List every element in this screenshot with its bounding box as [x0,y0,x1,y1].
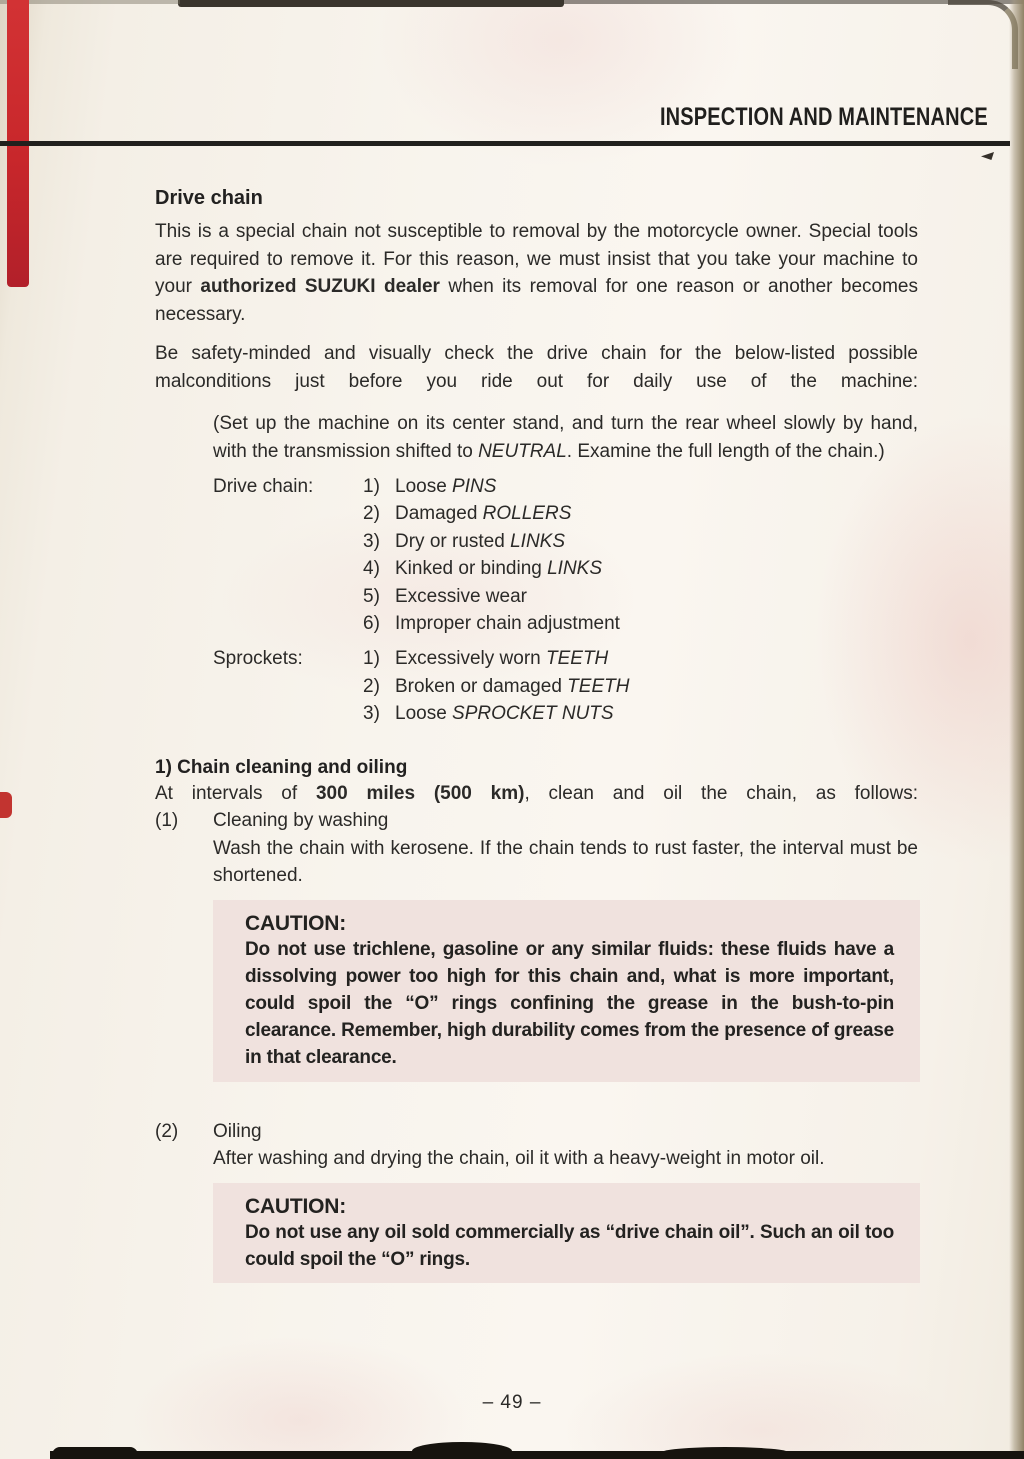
checklist-item [363,583,918,610]
step-1-body: Wash the chain with kerosene. If the chain tends to rust faster, the interval must be shortened. [213,837,918,887]
item-number: 2) [363,675,380,697]
checklist-item [363,500,918,527]
bold-text: authorized SUZUKI dealer [200,276,440,297]
plain-text: (Set up the machine on its center stand, and turn the rear wheel slowly by hand, with the transmission shifted to [213,413,918,462]
plain-text: Loose [395,476,453,497]
interval-line [155,780,918,808]
italic-text: SPROCKET NUTS [452,703,614,725]
scan-bottom-edge-bump [412,1442,512,1459]
scan-bottom-edge-blob [52,1447,138,1459]
caution-heading: CAUTION: [245,911,347,935]
item-text [395,673,629,700]
scan-right-edge [1009,0,1024,1459]
sprockets-checklist [213,645,918,727]
step-number: (2) [155,1120,179,1142]
checklist-item [363,700,918,727]
checklist-label: Drive chain: [213,476,314,497]
item-text [395,610,620,637]
plain-text: Damaged [395,503,483,525]
scan-bottom-edge-bump [660,1447,790,1459]
section-title: Drive chain [155,187,263,209]
item-number: 1) [363,476,380,497]
item-number: 1) [363,648,380,670]
item-number: 3) [363,530,380,552]
step-2-body: After washing and drying the chain, oil it with a heavy-weight in motor oil. [213,1148,825,1170]
item-number: 6) [363,613,380,635]
item-number: 2) [363,503,380,525]
item-text [395,555,602,582]
caution-body: Do not use trichlene, gasoline or any similar fluids: these fluids have a dissolving power too high for this chain and, what is more important, could spoil the “O” rings confining the grease in the bush-to-pin clearance. Remember, high durability comes from the presence of grease in that clearance. [245,938,894,1069]
italic-text: LINKS [547,558,603,580]
scan-bottom-edge [50,1451,1024,1459]
content-column [155,186,918,1283]
scan-top-edge [178,0,564,7]
plain-text: , clean and oil the chain, as follows: [524,782,918,804]
plain-text: Loose [395,703,453,725]
checklist-label: Sprockets: [213,648,303,670]
book-cover-red-notch [0,792,12,818]
running-header: INSPECTION AND MAINTENANCE [660,103,988,131]
checklist-item [363,645,918,672]
caution-box-1 [213,900,920,1082]
subsection-title: 1) Chain cleaning and oiling [155,756,408,778]
italic-text: PINS [452,476,497,497]
italic-text: TEETH [546,648,609,670]
checklist-item [363,473,918,500]
page-number: – 49 – [482,1392,542,1413]
plain-text: Excessively worn [395,648,546,670]
item-text [395,645,608,672]
checklist-item [363,610,918,637]
checklist-items [363,645,918,727]
item-text [395,700,614,727]
scan-corner-top-right [948,0,1018,69]
item-text [395,583,527,610]
italic-text: ROLLERS [482,503,572,525]
step-title: Cleaning by washing [213,810,389,832]
item-number: 5) [363,585,380,607]
setup-note [213,410,918,465]
step-2-heading [155,1118,918,1146]
plain-text: Dry or rusted [395,530,511,552]
item-text [395,500,571,527]
safety-paragraph: Be safety-minded and visually check the drive chain for the below-listed possible malconditions just before you ride out for daily use of the machine: [155,343,918,392]
plain-text: when its removal for one reason or another becomes necessary. [155,276,918,325]
item-text [395,528,565,555]
step-title: Oiling [213,1120,262,1142]
plain-text: Excessive wear [395,585,527,607]
drive-chain-checklist [213,473,918,637]
intro-paragraph [155,218,918,328]
item-number: 4) [363,558,380,580]
header-rule [0,141,1010,146]
plain-text: Improper chain adjustment [395,613,620,635]
italic-text: TEETH [567,675,630,697]
italic-text: NEUTRAL [478,440,567,462]
italic-text: LINKS [510,530,566,552]
step-1-heading [155,807,918,835]
caution-heading: CAUTION: [245,1194,347,1218]
checklist-item [363,528,918,555]
checklist-item [363,555,918,582]
plain-text: Kinked or binding [395,558,548,580]
plain-text: At intervals of [155,782,316,804]
step-number: (1) [155,810,179,832]
plain-text: This is a special chain not susceptible to removal by the motorcycle owner. Special tools are required to remove it. For this reason, we must insist that you take your machine to your [155,221,918,297]
checklist-items [363,473,918,637]
caution-body: Do not use any oil sold commercially as “drive chain oil”. Such an oil too could spoil the “O” rings. [245,1221,894,1270]
plain-text: . Examine the full length of the chain.) [566,440,885,462]
checklist-item [363,673,918,700]
item-text [395,473,496,500]
item-number: 3) [363,703,380,725]
caution-box-2 [213,1183,920,1283]
plain-text: Broken or damaged [395,675,568,697]
bold-text: 300 miles (500 km) [315,782,525,804]
ink-speck [981,152,994,160]
